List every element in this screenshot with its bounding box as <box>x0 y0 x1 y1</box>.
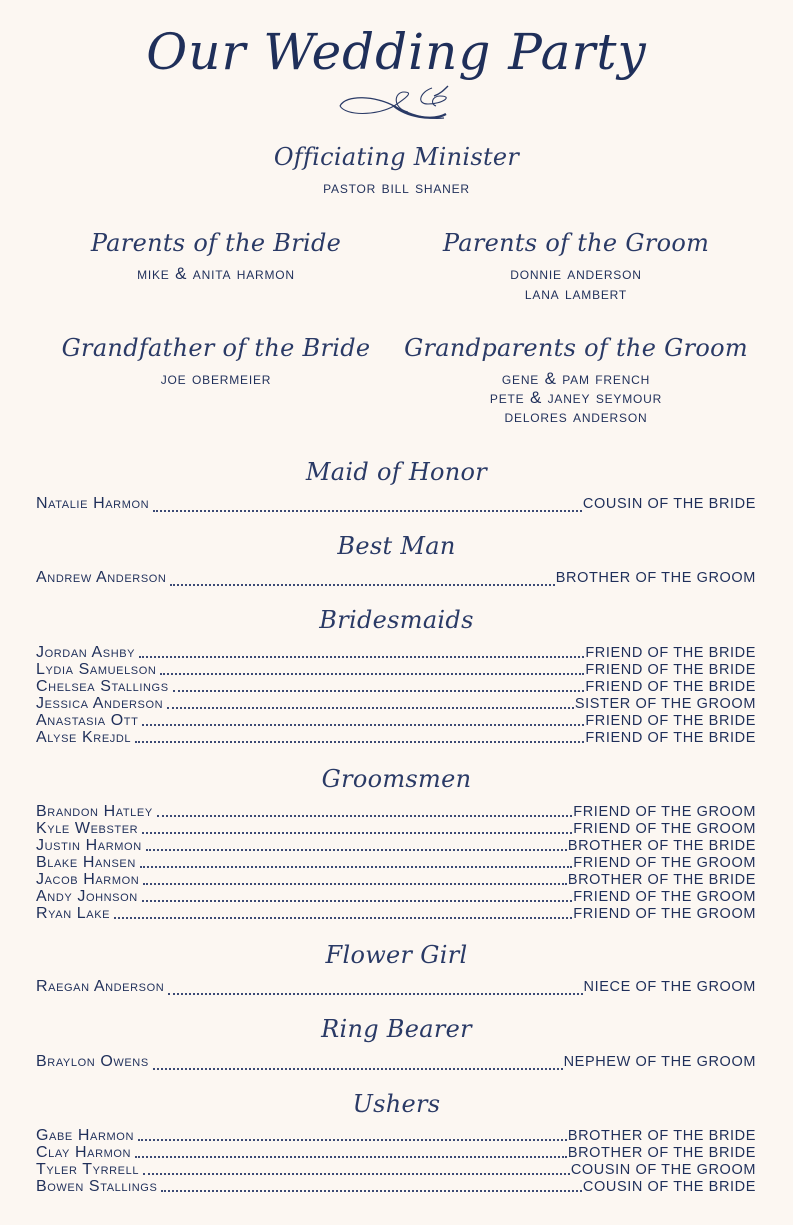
dot-leader <box>170 584 554 586</box>
flourish-icon <box>336 84 460 126</box>
groomsmen-list <box>36 803 756 922</box>
member-name: Justin Harmon <box>36 837 142 854</box>
list-item <box>36 905 756 922</box>
member-relation: BROTHER OF THE BRIDE <box>567 1128 756 1144</box>
list-item <box>36 820 756 837</box>
dot-leader <box>142 724 584 726</box>
dot-leader <box>167 707 574 709</box>
maid-of-honor-heading: Maid of Honor <box>305 458 488 486</box>
member-relation: NEPHEW OF THE GROOM <box>563 1054 756 1070</box>
member-name: Andy Johnson <box>36 888 138 905</box>
ring-bearer-heading: Ring Bearer <box>321 1015 472 1043</box>
person-name: pete & janey seymour <box>489 388 663 407</box>
list-item <box>36 837 756 854</box>
member-relation: SISTER OF THE GROOM <box>574 696 756 712</box>
list-item <box>36 888 756 905</box>
officiant-name: pastor bill shaner <box>323 178 470 197</box>
dot-leader <box>138 1139 567 1141</box>
member-name: Jordan Ashby <box>36 644 136 661</box>
ushers-heading: Ushers <box>352 1090 441 1118</box>
section-heading: Officiating Minister <box>273 143 520 171</box>
list-item <box>36 803 756 820</box>
list-item <box>36 695 756 712</box>
list-item <box>36 1144 756 1161</box>
member-name: Chelsea Stallings <box>36 678 169 695</box>
best-man-heading: Best Man <box>337 532 456 560</box>
bridesmaids-heading: Bridesmaids <box>319 606 474 634</box>
dot-leader <box>135 1156 567 1158</box>
member-name: Braylon Owens <box>36 1053 149 1070</box>
member-name: Blake Hansen <box>36 854 136 871</box>
section-heading: Parents of the Groom <box>442 229 710 257</box>
list-item <box>36 661 756 678</box>
member-relation: FRIEND OF THE BRIDE <box>585 679 756 695</box>
grandparents-groom-section <box>396 333 756 426</box>
maid-of-honor-list <box>36 493 756 515</box>
list-item <box>36 854 756 871</box>
member-name: Anastasia Ott <box>36 712 139 729</box>
member-relation: BROTHER OF THE BRIDE <box>567 872 756 888</box>
dot-leader <box>135 741 584 743</box>
member-name: Clay Harmon <box>36 1144 132 1161</box>
ushers-list <box>36 1127 756 1195</box>
member-relation: COUSIN OF THE BRIDE <box>582 1179 756 1195</box>
list-item <box>36 644 756 661</box>
member-relation: FRIEND OF THE BRIDE <box>585 730 756 746</box>
member-relation: BROTHER OF THE BRIDE <box>567 838 756 854</box>
grandfather-bride-section <box>36 333 396 388</box>
member-relation: FRIEND OF THE GROOM <box>573 855 756 871</box>
member-name: Bowen Stallings <box>36 1178 158 1195</box>
officiant-section <box>0 142 793 197</box>
member-relation: NIECE OF THE GROOM <box>583 979 756 995</box>
ring-bearer-list <box>36 1051 756 1073</box>
parents-bride-section <box>36 228 396 283</box>
dot-leader <box>143 1173 570 1175</box>
list-item <box>36 1178 756 1195</box>
person-name: gene & pam french <box>501 369 651 388</box>
person-name: delores anderson <box>504 407 648 426</box>
member-name: Jacob Harmon <box>36 871 140 888</box>
member-relation: FRIEND OF THE GROOM <box>573 889 756 905</box>
member-relation: COUSIN OF THE GROOM <box>570 1162 756 1178</box>
member-name: Kyle Webster <box>36 820 139 837</box>
list-item <box>36 976 756 998</box>
parents-groom-section <box>396 228 756 303</box>
best-man-list <box>36 567 756 589</box>
groomsmen-heading: Groomsmen <box>321 765 472 793</box>
flower-girl-heading: Flower Girl <box>325 941 468 969</box>
member-relation: COUSIN OF THE BRIDE <box>582 496 756 512</box>
member-name: Ryan Lake <box>36 905 111 922</box>
dot-leader <box>157 815 573 817</box>
member-name: Jessica Anderson <box>36 695 164 712</box>
list-item <box>36 567 756 589</box>
dot-leader <box>139 656 584 658</box>
member-relation: BROTHER OF THE GROOM <box>555 570 756 586</box>
page-title: Our Wedding Party <box>146 23 647 81</box>
section-heading: Grandparents of the Groom <box>404 334 748 362</box>
member-name: Raegan Anderson <box>36 978 165 995</box>
member-name: Tyler Tyrrell <box>36 1161 140 1178</box>
dot-leader <box>114 917 572 919</box>
section-heading: Parents of the Bride <box>90 229 342 257</box>
member-relation: FRIEND OF THE GROOM <box>573 804 756 820</box>
dot-leader <box>142 900 572 902</box>
dot-leader <box>140 866 572 868</box>
member-relation: FRIEND OF THE BRIDE <box>585 645 756 661</box>
dot-leader <box>146 849 567 851</box>
person-name: donnie anderson <box>510 264 642 283</box>
list-item <box>36 712 756 729</box>
member-relation: FRIEND OF THE BRIDE <box>585 662 756 678</box>
dot-leader <box>173 690 585 692</box>
dot-leader <box>161 1190 582 1192</box>
flower-girl-list <box>36 976 756 998</box>
dot-leader <box>153 1068 563 1070</box>
bridesmaids-list <box>36 644 756 746</box>
member-name: Alyse Krejdl <box>36 729 132 746</box>
dot-leader <box>143 883 567 885</box>
person-name: lana lambert <box>524 284 628 303</box>
member-name: Lydia Samuelson <box>36 661 157 678</box>
section-heading: Grandfather of the Bride <box>61 334 371 362</box>
list-item <box>36 1127 756 1144</box>
list-item <box>36 1051 756 1073</box>
list-item <box>36 678 756 695</box>
dot-leader <box>168 993 582 995</box>
member-relation: BROTHER OF THE BRIDE <box>567 1145 756 1161</box>
person-name: mike & anita harmon <box>137 264 295 283</box>
dot-leader <box>160 673 584 675</box>
member-relation: FRIEND OF THE GROOM <box>573 821 756 837</box>
member-name: Andrew Anderson <box>36 569 167 586</box>
list-item <box>36 871 756 888</box>
dot-leader <box>142 832 572 834</box>
list-item <box>36 729 756 746</box>
member-name: Natalie Harmon <box>36 495 150 512</box>
member-relation: FRIEND OF THE GROOM <box>573 906 756 922</box>
member-relation: FRIEND OF THE BRIDE <box>585 713 756 729</box>
member-name: Gabe Harmon <box>36 1127 134 1144</box>
dot-leader <box>153 510 582 512</box>
list-item <box>36 1161 756 1178</box>
member-name: Brandon Hatley <box>36 803 153 820</box>
person-name: joe obermeier <box>160 369 272 388</box>
list-item <box>36 493 756 515</box>
